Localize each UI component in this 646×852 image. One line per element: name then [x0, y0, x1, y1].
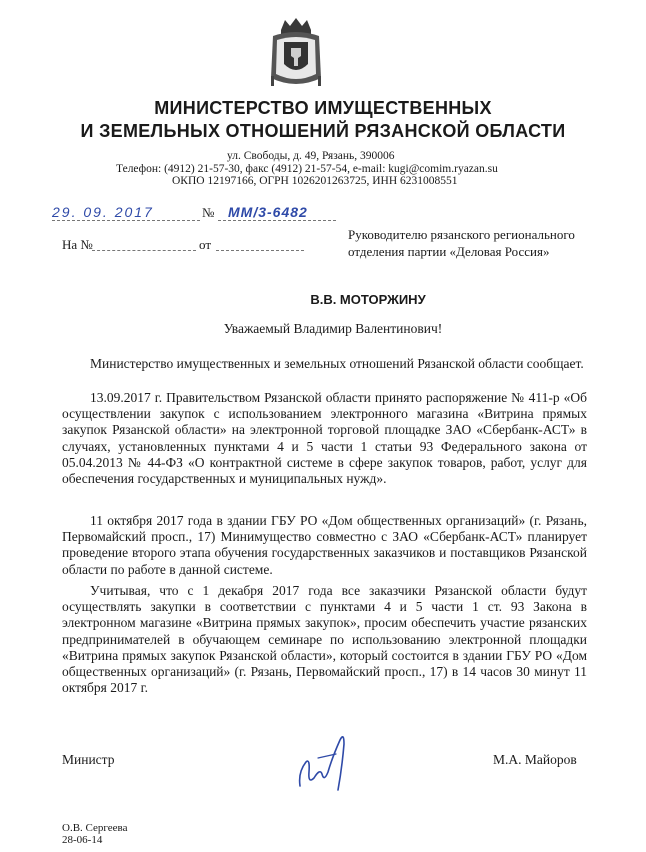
- reference-number-line: [92, 250, 196, 251]
- ministry-contacts: Телефон: (4912) 21-57-30, факс (4912) 21-57-54, e-mail: kugi@comim.ryazan.su: [116, 163, 498, 175]
- handwritten-signature-icon: [292, 728, 362, 794]
- signatory-name: М.А. Майоров: [493, 752, 577, 767]
- registration-date-line: [52, 220, 200, 221]
- greeting: Уважаемый Владимир Валентинович!: [223, 321, 443, 336]
- coat-of-arms-icon: [267, 16, 325, 94]
- addressee-name: В.В. МОТОРЖИНУ: [310, 292, 426, 307]
- executor-phone: 28-06-14: [62, 834, 103, 846]
- body-paragraph-2: 13.09.2017 г. Правительством Рязанской области принято распоряжение № 411-р «Об осуществлении закупок с использованием электронного магазина «Витрина прямых закупок Рязанской области» на электронной торговой площадке ЗАО «Сбербанк-АСТ» в случаях, установленных пунктами 4 и 5 части 1 статьи 93 Федерального закона от 05.04.2013 № 44-ФЗ «О контрактной системе в сфере закупок товаров, работ, услуг для обеспечения государственных и муниципальных нужд».: [62, 390, 587, 487]
- executor-block: [62, 822, 127, 846]
- body-paragraph-3: 11 октября 2017 года в здании ГБУ РО «Дом общественных организаций» (г. Рязань, Первомайский просп., 17) Минимущество совместно с ЗАО «Сбербанк-АСТ» планирует проведение второго этапа обучения государственных заказчиков и поставщиков Рязанской области по работе в данной системе.: [62, 513, 587, 577]
- body-paragraph-4: Учитывая, что с 1 декабря 2017 года все заказчики Рязанской области будут осуществлять закупки в соответствии с пунктами 4 и 5 части 1 ст. 93 Закона в электронном магазине «Витрина прямых закупок», просим обеспечить участие рязанских предпринимателей в обучающем семинаре по использованию электронной площадки «Витрина прямых закупок Рязанской области», который состоится в здании ГБУ РО «Дом общественных организаций» (г. Рязань, Первомайский просп., 17) в 14 часов 30 минут 11 октября 2017 г.: [62, 583, 587, 696]
- signatory-role: Министр: [62, 752, 115, 767]
- ministry-address: ул. Свободы, д. 49, Рязань, 390006: [227, 150, 395, 162]
- reference-label: На №: [62, 237, 93, 252]
- body-paragraph-1: Министерство имущественных и земельных отношений Рязанской области сообщает.: [90, 356, 584, 371]
- recipient-line2: отделения партии «Деловая Россия»: [348, 244, 550, 259]
- reference-from-label: от: [199, 237, 212, 252]
- executor-name: О.В. Сергеева: [62, 822, 128, 834]
- ministry-codes: ОКПО 12197166, ОГРН 1026201263725, ИНН 6231008551: [172, 175, 458, 187]
- recipient-block: [348, 226, 608, 260]
- reference-date-line: [216, 250, 304, 251]
- registration-number-line: [218, 220, 336, 221]
- ministry-title-line2: И ЗЕМЕЛЬНЫХ ОТНОШЕНИЙ РЯЗАНСКОЙ ОБЛАСТИ: [80, 121, 566, 141]
- registration-no-sign: №: [202, 205, 215, 220]
- recipient-line1: Руководителю рязанского регионального: [348, 227, 575, 242]
- ministry-title-line1: МИНИСТЕРСТВО ИМУЩЕСТВЕННЫХ: [154, 98, 492, 118]
- registration-number: ММ/3-6482: [228, 204, 308, 220]
- registration-date: 29. 09. 2017: [52, 204, 154, 220]
